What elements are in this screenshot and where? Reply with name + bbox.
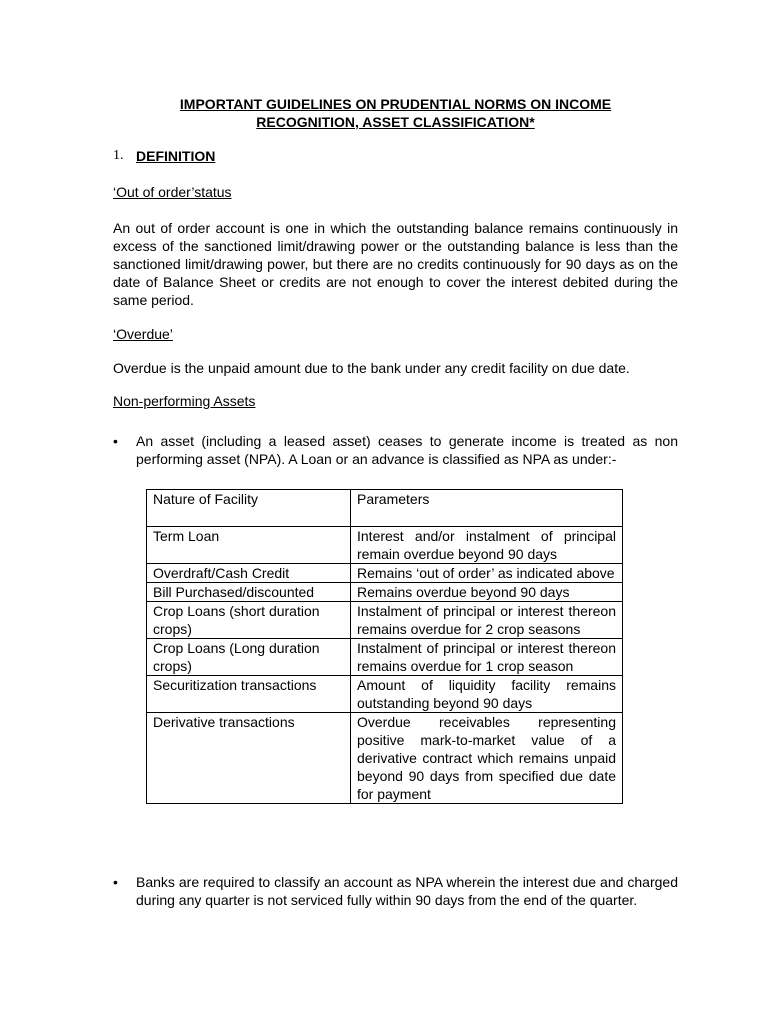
- table-cell-facility: Crop Loans (Long duration crops): [147, 639, 351, 676]
- table-cell-facility: Overdraft/Cash Credit: [147, 564, 351, 583]
- table-row: [147, 713, 623, 804]
- table-header-cell: Parameters: [351, 490, 623, 527]
- document-title-line-2: RECOGNITION, ASSET CLASSIFICATION*: [256, 114, 535, 130]
- overdue-paragraph: Overdue is the unpaid amount due to the bank under any credit facility on due date.: [113, 360, 630, 376]
- table-row: [147, 564, 623, 583]
- section-number: 1.: [113, 148, 124, 163]
- document-title-line-1: IMPORTANT GUIDELINES ON PRUDENTIAL NORMS ON INCOME: [179, 96, 612, 112]
- table-cell-parameters: Instalment of principal or interest thereon remains overdue for 2 crop seasons: [351, 602, 623, 639]
- table-cell-parameters: Overdue receivables representing positive mark-to-market value of a derivative contract which remains unpaid beyond 90 days from specified due date for payment: [351, 713, 623, 804]
- bullet-icon: •: [113, 874, 118, 890]
- table-cell-facility: Securitization transactions: [147, 676, 351, 713]
- bullet-text: An asset (including a leased asset) ceases to generate income is treated as non performing asset (NPA). A Loan or an advance is classified as NPA as under:-: [136, 433, 678, 467]
- out-of-order-heading: ‘Out of order’status: [113, 184, 232, 200]
- table-cell-facility: Bill Purchased/discounted: [147, 583, 351, 602]
- table-cell-parameters: Interest and/or instalment of principal remain overdue beyond 90 days: [351, 527, 623, 564]
- table-cell-facility: Crop Loans (short duration crops): [147, 602, 351, 639]
- table-header-cell: Nature of Facility: [147, 490, 351, 527]
- table-cell-parameters: Remains overdue beyond 90 days: [351, 583, 623, 602]
- bullet-text: Banks are required to classify an account as NPA wherein the interest due and charged during any quarter is not serviced fully within 90 days from the end of the quarter.: [136, 874, 678, 908]
- npa-heading: Non-performing Assets: [113, 393, 256, 409]
- table-row: [147, 527, 623, 564]
- table-cell-parameters: Amount of liquidity facility remains outstanding beyond 90 days: [351, 676, 623, 713]
- npa-classification-table: [146, 489, 623, 804]
- bullet-icon: •: [113, 433, 118, 449]
- table-row: [147, 602, 623, 639]
- table-cell-facility: Derivative transactions: [147, 713, 351, 804]
- table-row: [147, 639, 623, 676]
- table-cell-facility: Term Loan: [147, 527, 351, 564]
- table-row: [147, 583, 623, 602]
- table-cell-parameters: Remains ‘out of order’ as indicated above: [351, 564, 623, 583]
- out-of-order-paragraph: An out of order account is one in which the outstanding balance remains continuously in excess of the sanctioned limit/drawing power or the outstanding balance is less than the sanctioned limit/drawing power, but there are no credits continuously for 90 days as on the date of Balance Sheet or credits are not enough to cover the interest debited during the same period.: [113, 220, 678, 308]
- table-header-row: [147, 490, 623, 527]
- overdue-heading: ‘Overdue’: [113, 326, 173, 342]
- table-row: [147, 676, 623, 713]
- table-cell-parameters: Instalment of principal or interest thereon remains overdue for 1 crop season: [351, 639, 623, 676]
- section-title: DEFINITION: [136, 148, 216, 164]
